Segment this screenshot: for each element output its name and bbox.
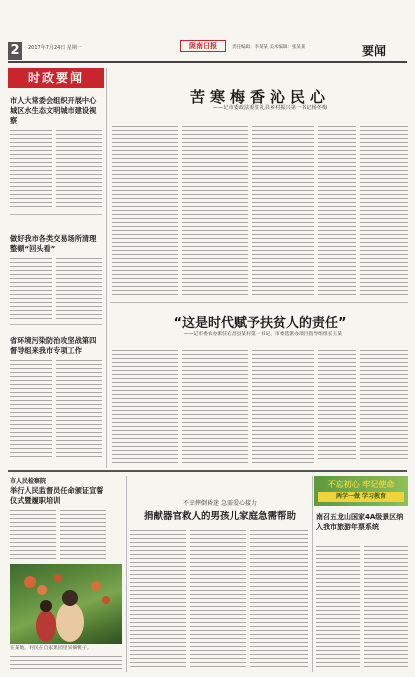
bottom-left-body-c — [10, 656, 122, 672]
top-story-col-3 — [252, 126, 314, 296]
banner-main-text: 不忘初心 牢记使命 — [327, 480, 395, 489]
masthead-rule — [8, 61, 407, 63]
bottom-right-body-a — [316, 546, 360, 670]
bottom-center-col-1 — [130, 530, 186, 670]
party-education-banner — [314, 476, 408, 506]
left-item-body-1a — [10, 130, 52, 210]
paper-name-logo: 陇南日报 — [180, 40, 226, 52]
page-number-box — [8, 42, 22, 60]
middle-story-col-5 — [360, 350, 408, 460]
left-item-body-1b — [56, 130, 102, 210]
left-item-title-1: 市人大常委会组织开展中心城区水生态文明城市建设视察 — [10, 96, 97, 125]
top-story-col-4 — [318, 126, 356, 296]
bottom-left-kicker: 市人民检察院 — [10, 478, 47, 485]
top-story-title: 苦寒梅香沁民心 — [189, 88, 330, 106]
section-title: 要闻 — [362, 44, 387, 58]
bottom-center-kicker: 不幸摔倒昏迷 急需爱心接力 — [183, 500, 257, 507]
bottom-center-col-3 — [250, 530, 308, 670]
masthead — [0, 0, 415, 64]
top-story-col-2 — [182, 126, 248, 296]
bottom-right-body-b — [364, 546, 408, 670]
top-story-col-1 — [112, 126, 178, 296]
bottom-left-title: 举行人民监督员任命颁证宣誓仪式暨履职培训 — [10, 486, 104, 505]
column-banner: 时政要闻 — [8, 68, 104, 88]
page-number: 2 — [10, 43, 20, 58]
middle-story-subtitle: ——记市委农办派驻宕昌县某村第一书记、市委选派办项目指导组组长王某 — [183, 332, 343, 337]
bottom-center-title: 捐献器官救人的男孩儿家庭急需帮助 — [143, 511, 296, 522]
orchard-photo — [10, 564, 122, 644]
middle-story-col-3 — [252, 350, 314, 464]
orchard-photo-caption: 在某地，村民在自家果园里采摘桃子。 — [10, 646, 92, 651]
bottom-left-body-b — [60, 510, 106, 560]
middle-story-title: “这是时代赋予扶贫人的责任” — [173, 316, 347, 331]
bottom-center-col-2 — [190, 530, 246, 670]
bottom-left-body-a — [10, 510, 56, 560]
left-item-title-2: 做好我市各类交易场所清理整顿“回头看” — [10, 234, 97, 253]
orchard-photo-art — [10, 564, 122, 644]
left-item-body-3a — [10, 360, 52, 460]
banner-sub-strip: 两学一做 学习教育 — [318, 492, 404, 502]
left-item-body-2b — [56, 258, 102, 320]
date-line: 2017年7月24日 星期一 — [28, 45, 82, 51]
left-item-body-2a — [10, 258, 52, 320]
top-story-col-5 — [360, 126, 408, 296]
editor-line: 责任编辑：李某某 美术编辑：张某某 — [232, 45, 306, 50]
top-story-subtitle: ——记市委政法委驻礼县乡村振兴第一书记杨冬梅 — [212, 105, 328, 111]
middle-story-col-2 — [182, 350, 248, 464]
bottom-right-title: 南召五龙山国家4A级景区纳入我市旅游年票系统 — [316, 513, 404, 531]
middle-story-col-1 — [112, 350, 178, 464]
left-item-body-3b — [56, 360, 102, 460]
left-item-title-3: 省环境污染防治攻坚战第四督导组来我市专项工作 — [10, 336, 97, 355]
middle-story-col-4 — [318, 350, 356, 460]
